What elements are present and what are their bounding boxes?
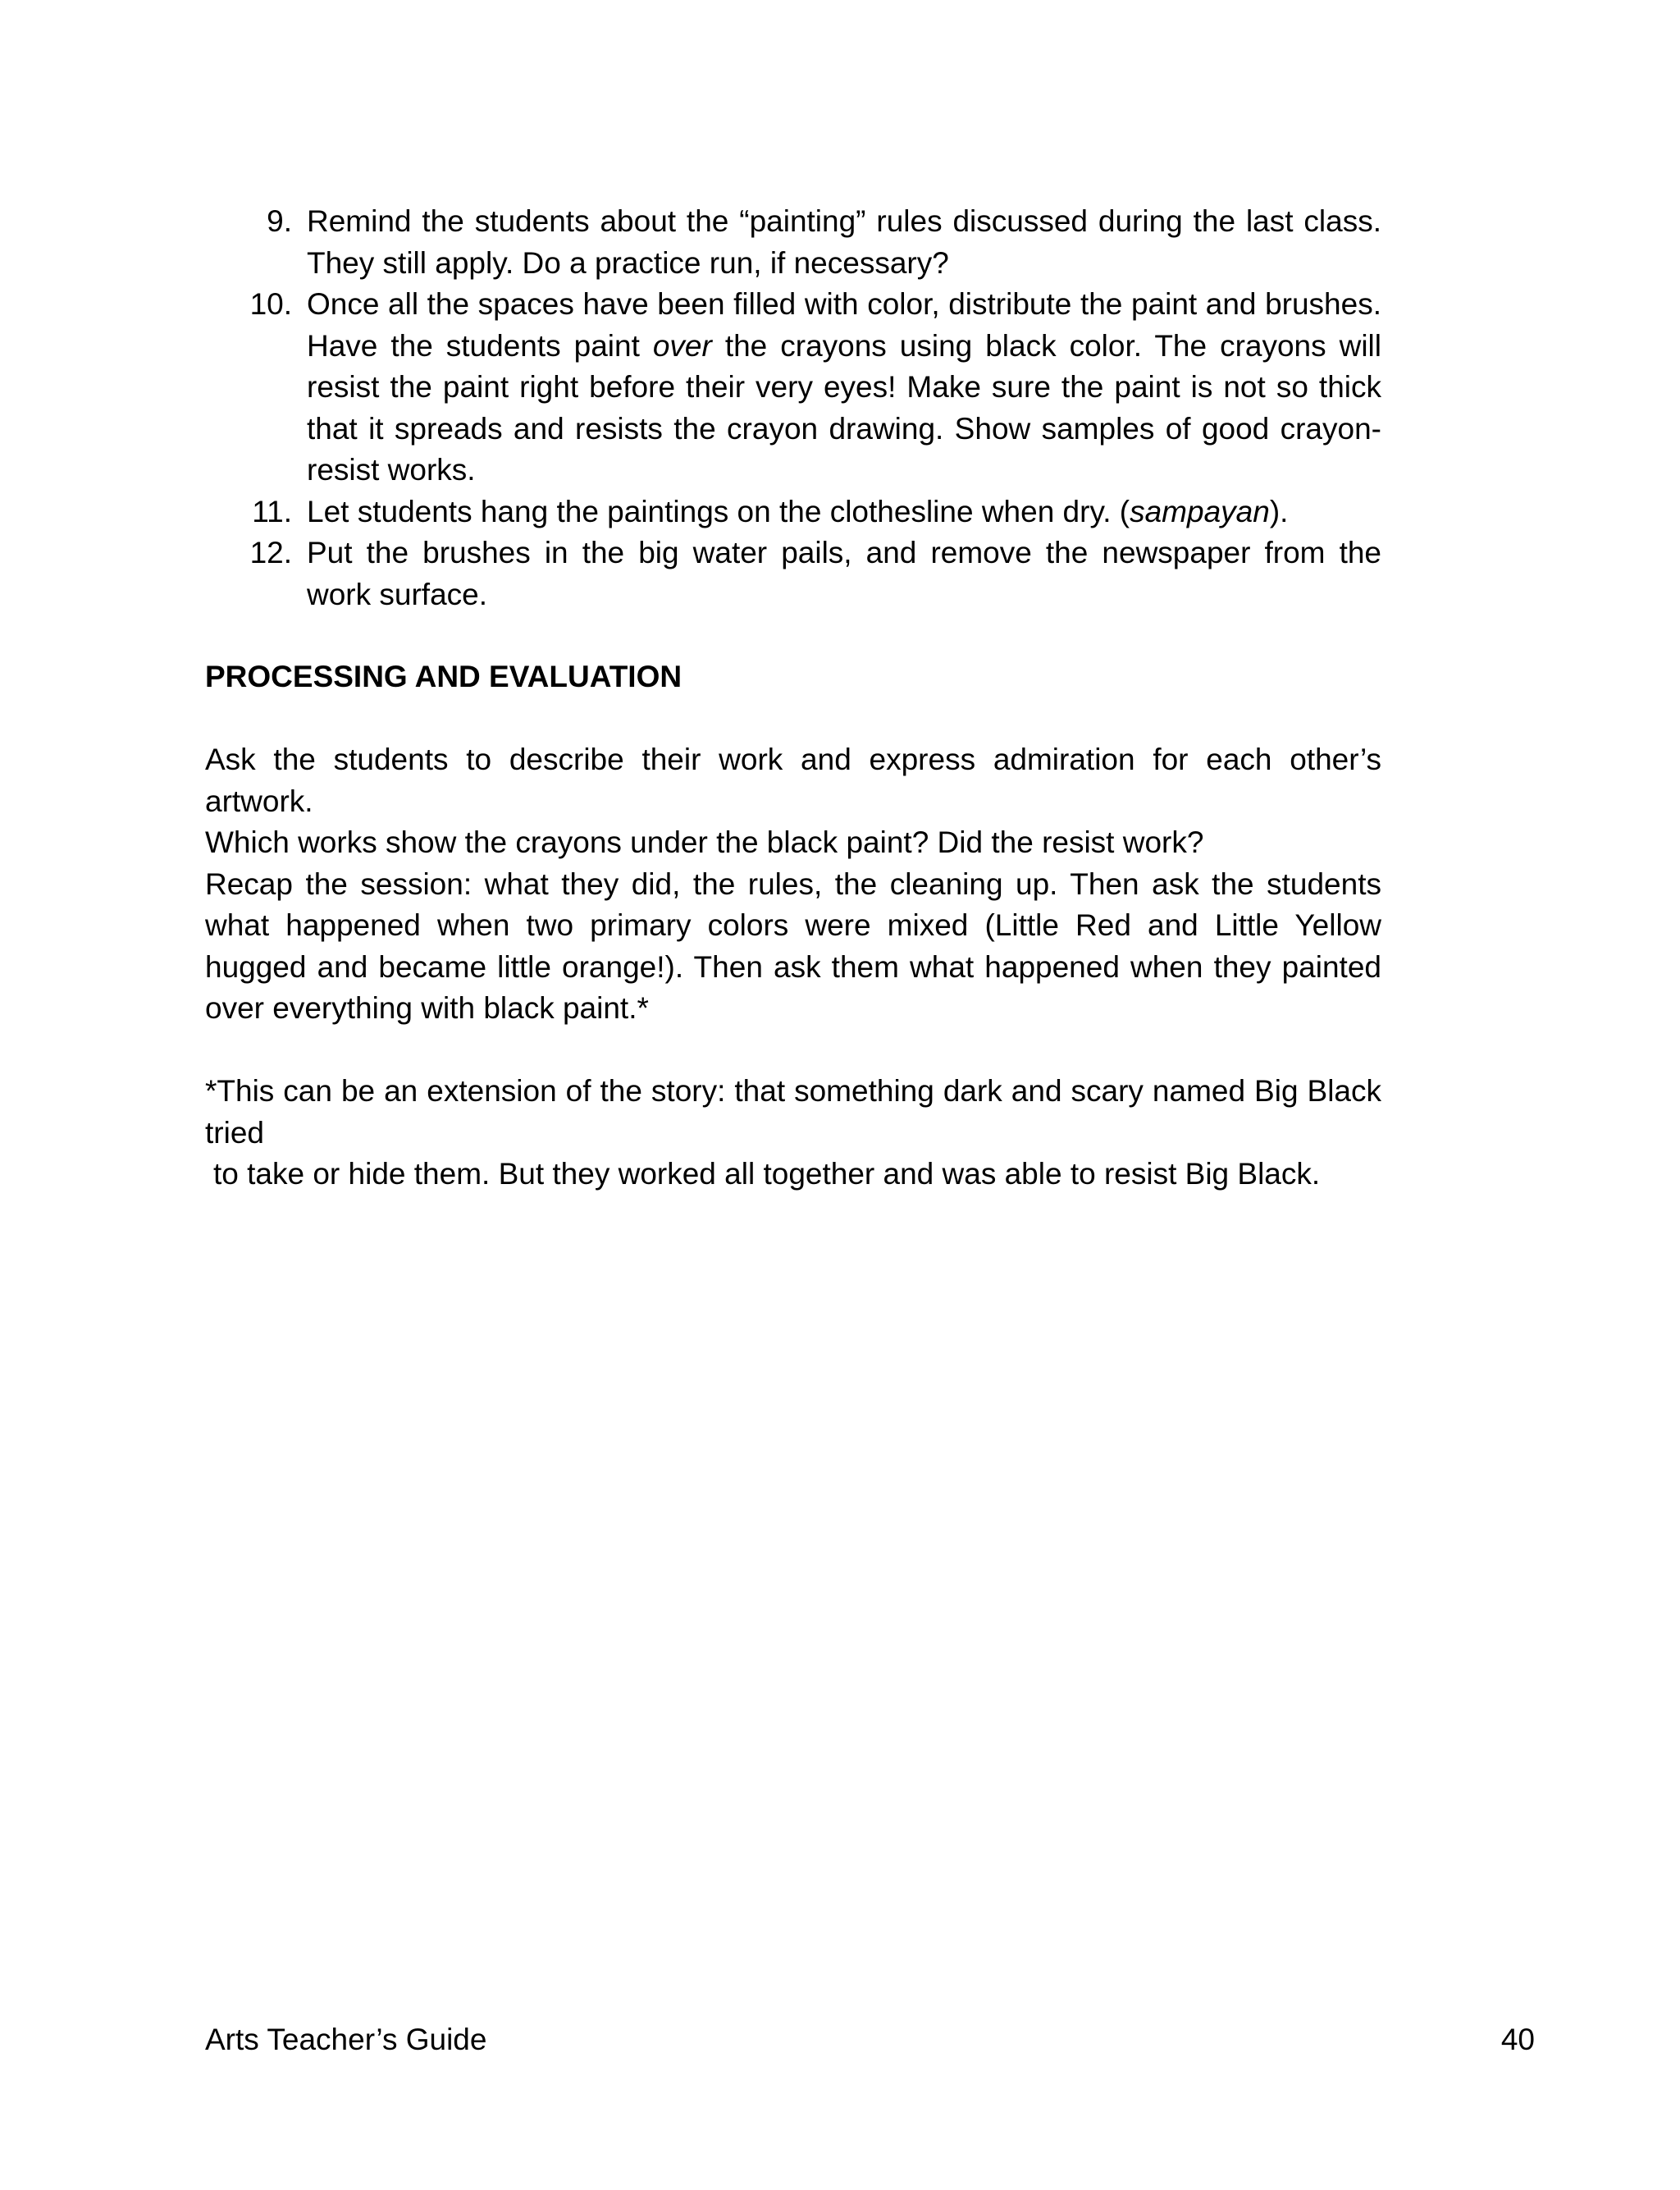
page-content — [205, 201, 1381, 1196]
step-number: 12. — [249, 536, 292, 569]
step-text: Remind the students about the “painting” rules discussed during the last class. They still apply. Do a practice run, if necessary? — [307, 204, 1381, 280]
list-item — [205, 284, 1381, 491]
step-text-part: Let students hang the paintings on the clothesline when dry. ( — [307, 494, 1130, 528]
step-text-emphasis: over — [652, 328, 712, 363]
list-item — [205, 201, 1381, 284]
step-number: 9. — [267, 204, 292, 238]
section-heading: PROCESSING AND EVALUATION — [205, 660, 682, 693]
step-text-part: the crayons using black color. The crayons will resist the paint right before their very eyes! Make sure the paint is not so thick that it spreads and resists the crayon drawing. Show samples of good crayon-resist works. — [307, 328, 1381, 487]
spacer — [205, 1030, 1381, 1072]
paragraph: Ask the students to describe their work and express admiration for each other’s artwork. — [205, 743, 1381, 818]
step-text: Put the brushes in the big water pails, and remove the newspaper from the work surface. — [307, 536, 1381, 611]
step-text-part: Once all the spaces have been filled with color, distribute the paint and brushes. Have the students paint — [307, 287, 1381, 363]
list-item — [205, 533, 1381, 615]
step-text-part: ). — [1269, 494, 1289, 528]
spacer — [205, 698, 1381, 740]
list-item — [205, 491, 1381, 533]
step-text-emphasis: sampayan — [1130, 494, 1270, 528]
procedure-steps-list — [205, 201, 1381, 615]
step-number: 11. — [252, 494, 292, 528]
step-text — [307, 495, 1288, 528]
page-number: 40 — [1500, 2023, 1535, 2056]
step-text — [307, 287, 1381, 487]
footnote-line: *This can be an extension of the story: that something dark and scary named Big Black tried — [205, 1074, 1381, 1150]
footnote-line: to take or hide them. But they worked all together and was able to resist Big Black. — [213, 1157, 1321, 1191]
paragraph: Recap the session: what they did, the rules, the cleaning up. Then ask the students what happened when two primary colors were mixed (Little Red and Little Yellow hugged and became little orange!). Then ask them what happened when they painted over everything with black paint.* — [205, 866, 1381, 1025]
paragraph: Which works show the crayons under the black paint? Did the resist work? — [205, 825, 1204, 859]
footer-title: Arts Teacher’s Guide — [205, 2023, 487, 2056]
step-number: 10. — [249, 287, 292, 321]
